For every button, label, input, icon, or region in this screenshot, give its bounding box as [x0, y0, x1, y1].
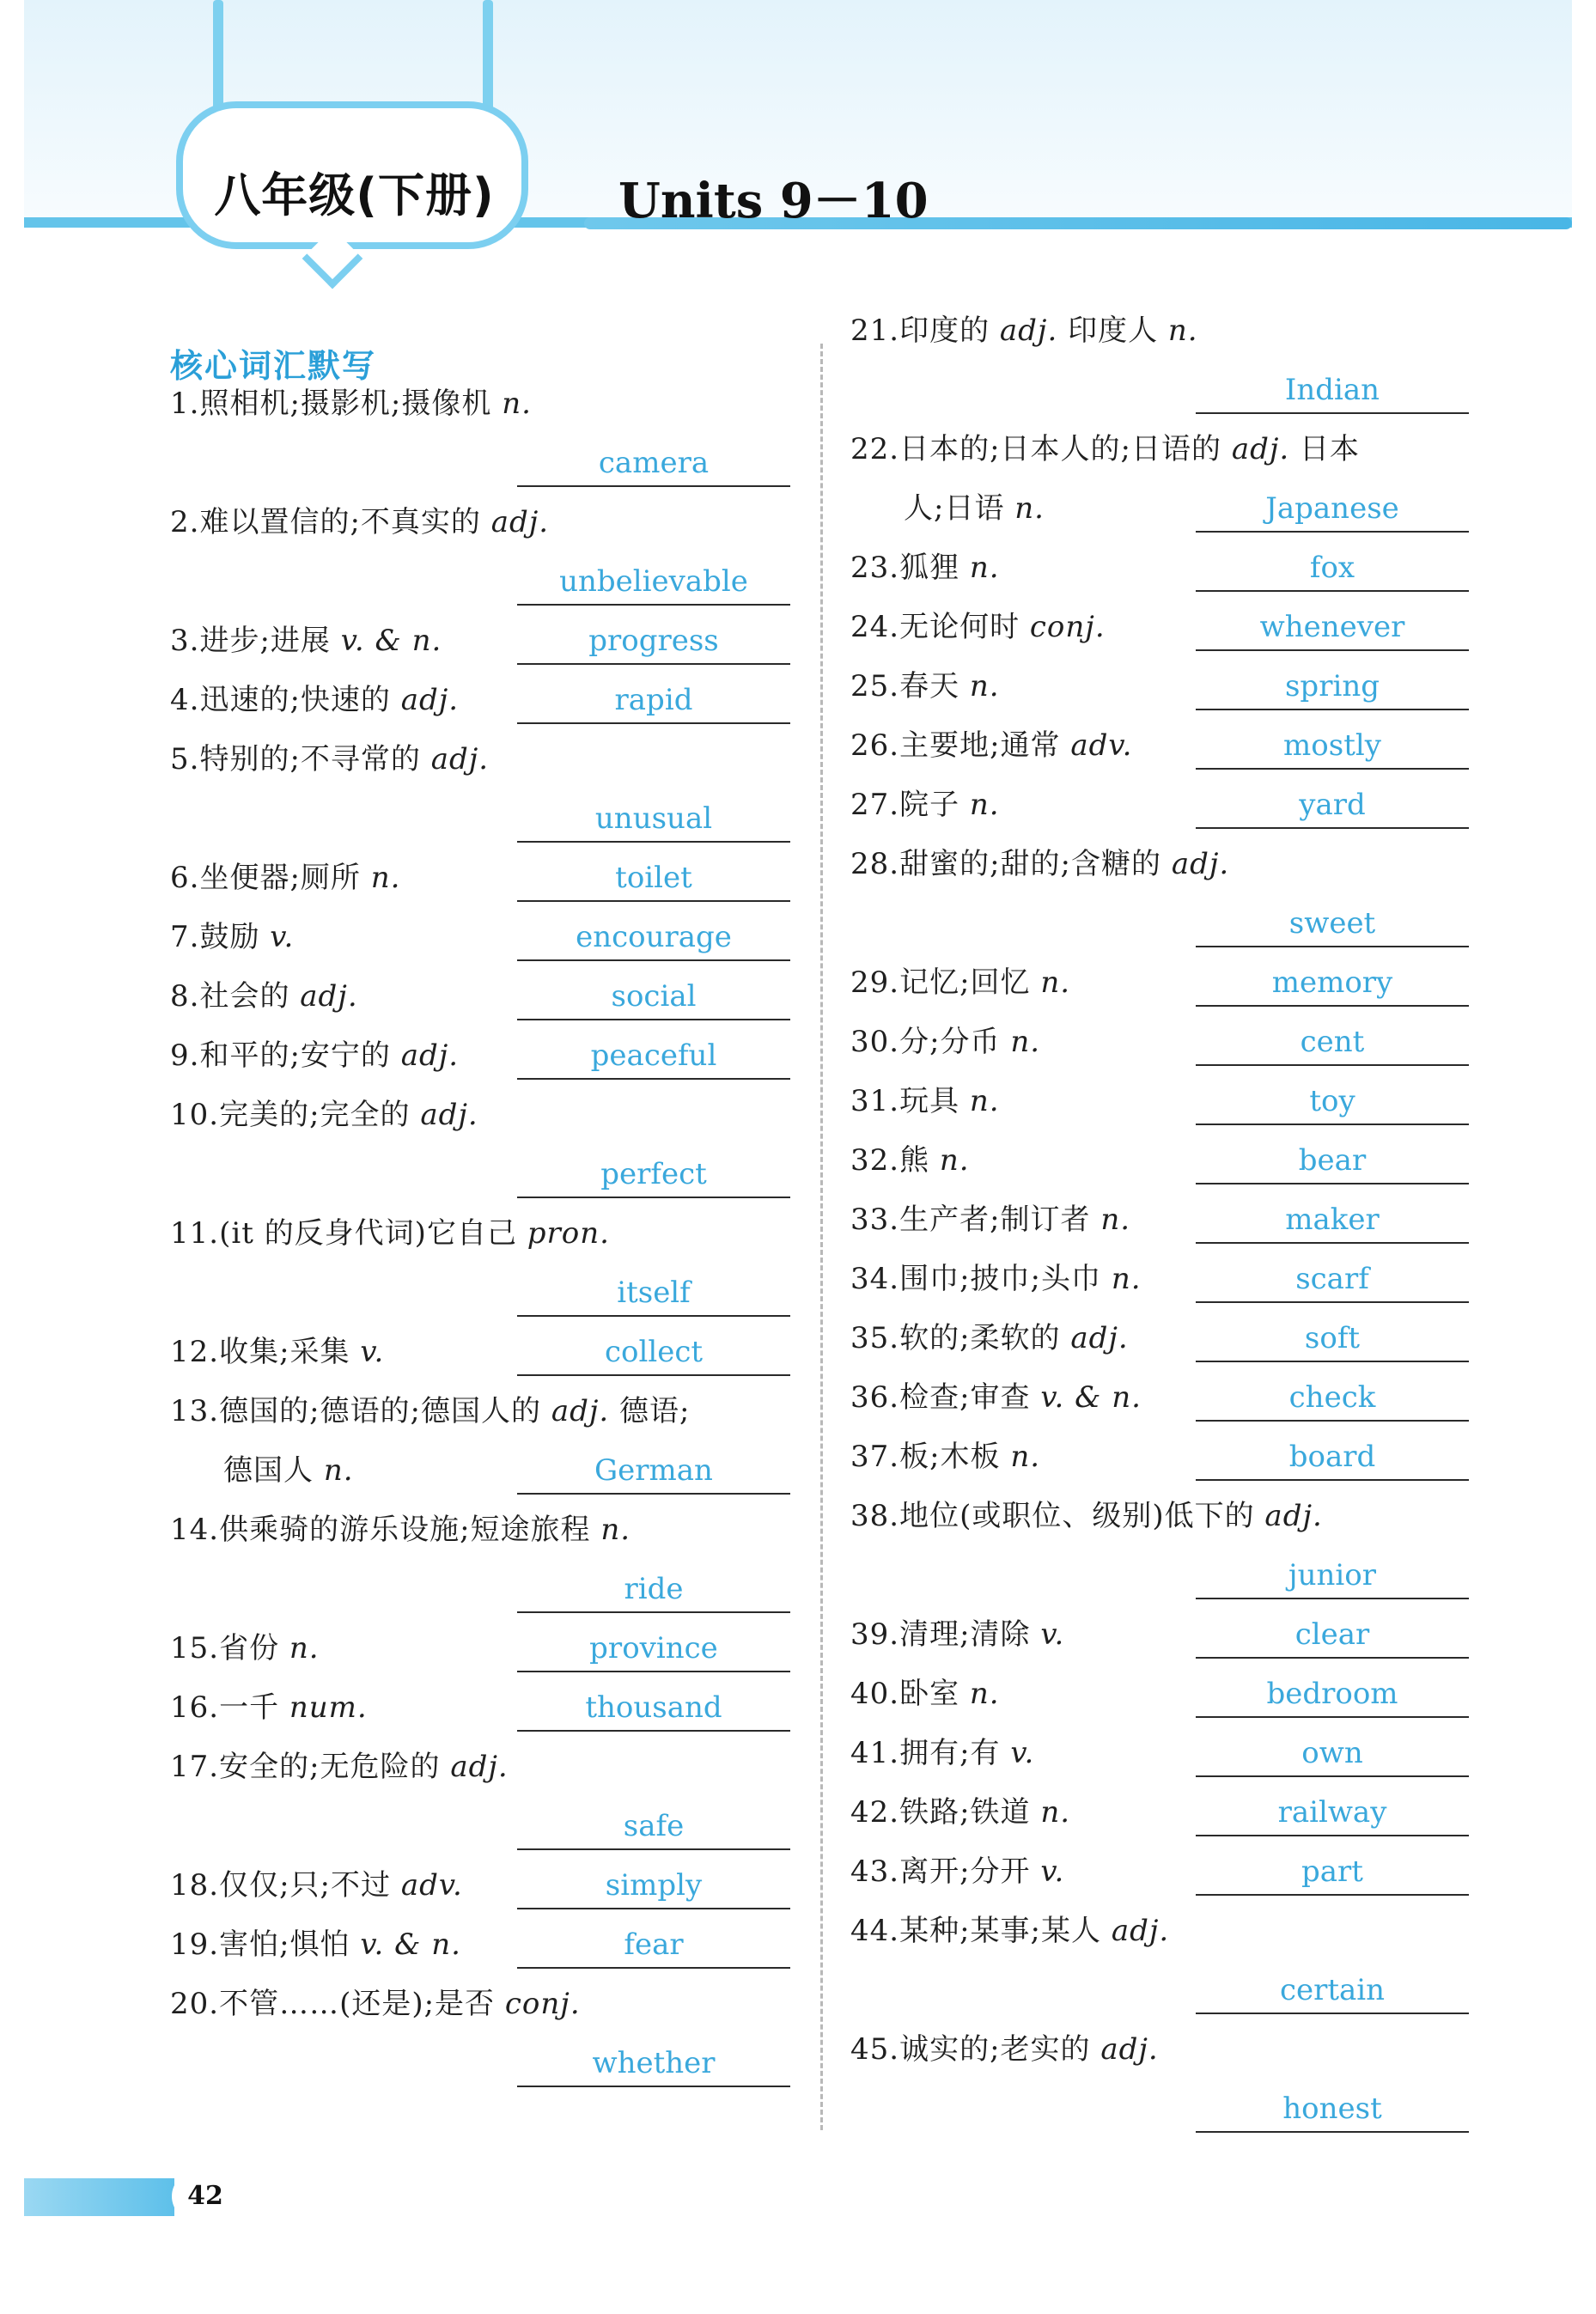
item-number: 40.: [850, 1677, 900, 1711]
section-title: 核心词汇默写: [170, 347, 377, 385]
item-number: 10.: [170, 1098, 220, 1132]
question-text: [850, 538, 1000, 598]
item-number: 33.: [850, 1203, 900, 1237]
item-number: 24.: [850, 610, 900, 644]
item-number: 13.: [170, 1394, 220, 1428]
question-text: [850, 1782, 1070, 1842]
part-of-speech: adj.: [400, 683, 460, 717]
item-meaning: 德国的;德语的;德国人的: [219, 1394, 541, 1428]
part-of-speech: adj.: [1264, 1499, 1323, 1533]
answer-blank[interactable]: peaceful: [517, 1033, 790, 1080]
part-of-speech: n.: [1040, 1795, 1071, 1830]
answer-blank[interactable]: board: [1196, 1434, 1469, 1481]
item-meaning-extra: 德语;: [619, 1394, 691, 1428]
question-text: [850, 1901, 1169, 1961]
question-text: [170, 374, 532, 434]
question-text: [850, 1249, 1142, 1309]
part-of-speech-extra: n.: [1167, 314, 1198, 348]
part-of-speech: n.: [289, 1631, 320, 1665]
item-meaning-line2: 人;日语: [904, 491, 1005, 526]
item-number: 42.: [850, 1795, 900, 1830]
footer-bar: [24, 2178, 174, 2216]
question-text: [850, 1130, 970, 1190]
question-text: [850, 1071, 1000, 1131]
item-number: 15.: [170, 1631, 220, 1665]
question-text: [850, 2019, 1159, 2080]
question-text-line2: [223, 1440, 354, 1501]
question-text: [170, 1678, 368, 1738]
item-number: 4.: [170, 683, 200, 717]
question-text: [170, 1381, 690, 1441]
answer-blank[interactable]: whenever: [1196, 605, 1469, 651]
item-meaning: 软的;柔软的: [899, 1321, 1061, 1355]
item-number: 6.: [170, 861, 200, 895]
question-text: [850, 656, 1000, 716]
item-meaning: 生产者;制订者: [899, 1203, 1091, 1237]
part-of-speech: n.: [370, 861, 401, 895]
item-number: 12.: [170, 1335, 220, 1369]
item-number: 25.: [850, 669, 900, 703]
question-text: [850, 419, 1360, 479]
item-number: 38.: [850, 1499, 900, 1533]
question-text: [850, 1427, 1040, 1487]
column-divider: [820, 344, 823, 2130]
item-number: 7.: [170, 920, 200, 954]
question-text: [850, 1367, 1142, 1428]
item-number: 35.: [850, 1321, 900, 1355]
answer-blank[interactable]: scarf: [1196, 1257, 1469, 1303]
part-of-speech: num.: [289, 1690, 368, 1725]
answer-blank[interactable]: ride: [517, 1567, 790, 1613]
answer-blank[interactable]: province: [517, 1626, 790, 1672]
part-of-speech: n.: [1040, 965, 1071, 1000]
grade-title: 八年级(下册): [214, 168, 495, 222]
part-of-speech: adj.: [1111, 1914, 1170, 1948]
item-meaning: 安全的;无危险的: [219, 1750, 441, 1784]
item-meaning: 供乘骑的游乐设施;短途旅程: [219, 1513, 591, 1547]
item-meaning: 春天: [899, 669, 960, 703]
item-number: 31.: [850, 1084, 900, 1118]
part-of-speech: n.: [969, 551, 1000, 585]
answer-blank[interactable]: perfect: [517, 1152, 790, 1198]
item-number: 8.: [170, 979, 200, 1014]
item-meaning-line2: 德国人: [223, 1453, 314, 1488]
answer-blank[interactable]: unbelievable: [517, 559, 790, 606]
item-meaning: 主要地;通常: [899, 728, 1061, 763]
part-of-speech: conj.: [504, 1987, 581, 2021]
part-of-speech: v.: [1010, 1736, 1035, 1770]
question-text: [170, 1915, 461, 1975]
answer-blank[interactable]: clear: [1196, 1612, 1469, 1659]
answer-blank[interactable]: fear: [517, 1922, 790, 1969]
question-text-line2: [904, 478, 1045, 539]
answer-blank[interactable]: junior: [1196, 1553, 1469, 1599]
item-number: 28.: [850, 847, 900, 881]
units-title: Units 9－10: [618, 173, 929, 229]
part-of-speech: adv.: [400, 1868, 463, 1903]
question-text: [850, 775, 1000, 835]
item-meaning: 卧室: [899, 1677, 960, 1711]
answer-blank[interactable]: bedroom: [1196, 1672, 1469, 1718]
item-meaning-extra: 印度人: [1068, 314, 1159, 348]
item-number: 32.: [850, 1143, 900, 1178]
item-number: 45.: [850, 2032, 900, 2067]
answer-blank[interactable]: toy: [1196, 1079, 1469, 1125]
question-text: [170, 492, 549, 552]
part-of-speech: n.: [600, 1513, 631, 1547]
part-of-speech-line2: n.: [323, 1453, 354, 1488]
question-text: [170, 729, 489, 789]
answer-blank[interactable]: unusual: [517, 796, 790, 843]
item-meaning: 狐狸: [899, 551, 960, 585]
item-meaning: 照相机;摄影机;摄像机: [199, 387, 492, 421]
part-of-speech: adv.: [1070, 728, 1133, 763]
item-meaning: 玩具: [899, 1084, 960, 1118]
item-meaning: 进步;进展: [199, 624, 331, 658]
item-meaning: 印度的: [899, 314, 990, 348]
item-number: 21.: [850, 314, 900, 348]
part-of-speech: adj.: [450, 1750, 509, 1784]
item-meaning: 日本的;日本人的;日语的: [899, 432, 1221, 466]
question-text: [170, 1974, 581, 2034]
item-meaning: 熊: [899, 1143, 930, 1178]
item-number: 34.: [850, 1262, 900, 1296]
question-text: [850, 834, 1229, 894]
item-meaning: (it 的反身代词)它自己: [219, 1216, 517, 1251]
item-meaning: 记忆;回忆: [899, 965, 1031, 1000]
item-meaning: 鼓励: [199, 920, 260, 954]
item-number: 43.: [850, 1854, 900, 1889]
part-of-speech: adj.: [1171, 847, 1230, 881]
item-meaning: 板;木板: [899, 1440, 1001, 1474]
answer-blank[interactable]: encourage: [517, 915, 790, 961]
item-meaning: 特别的;不寻常的: [199, 742, 421, 776]
question-text: [170, 1855, 463, 1915]
part-of-speech: adj.: [1231, 432, 1290, 466]
answer-blank[interactable]: camera: [517, 441, 790, 487]
item-meaning: 离开;分开: [899, 1854, 1031, 1889]
part-of-speech: adj.: [999, 314, 1058, 348]
answer-blank[interactable]: cent: [1196, 1020, 1469, 1066]
question-text: [850, 953, 1070, 1013]
answer-blank[interactable]: bear: [1196, 1138, 1469, 1184]
part-of-speech: adj.: [490, 505, 550, 539]
answer-blank[interactable]: rapid: [517, 678, 790, 724]
answer-blank[interactable]: yard: [1196, 782, 1469, 829]
item-number: 27.: [850, 788, 900, 822]
item-meaning: 不管……(还是);是否: [219, 1987, 496, 2021]
answer-blank[interactable]: maker: [1196, 1197, 1469, 1244]
part-of-speech: v. & n.: [360, 1927, 461, 1962]
item-number: 18.: [170, 1868, 220, 1903]
page-number: 42: [172, 2171, 239, 2221]
item-number: 41.: [850, 1736, 900, 1770]
part-of-speech: conj.: [1029, 610, 1106, 644]
item-meaning: 清理;清除: [899, 1617, 1031, 1652]
item-meaning: 分;分币: [899, 1025, 1001, 1059]
part-of-speech: n.: [1010, 1440, 1041, 1474]
answer-blank[interactable]: whether: [517, 2041, 790, 2087]
item-number: 19.: [170, 1927, 220, 1962]
part-of-speech: adj.: [300, 979, 358, 1014]
answer-blank[interactable]: railway: [1196, 1790, 1469, 1836]
item-number: 26.: [850, 728, 900, 763]
item-number: 11.: [170, 1216, 220, 1251]
answer-blank[interactable]: certain: [1196, 1968, 1469, 2014]
part-of-speech: n.: [969, 1084, 1000, 1118]
question-text: [170, 1737, 509, 1797]
question-text: [170, 1322, 384, 1382]
item-meaning: 仅仅;只;不过: [219, 1868, 391, 1903]
question-text: [850, 716, 1132, 776]
question-text: [850, 1308, 1129, 1368]
item-meaning: 围巾;披巾;头巾: [899, 1262, 1101, 1296]
answer-blank[interactable]: safe: [517, 1804, 790, 1850]
item-number: 3.: [170, 624, 200, 658]
item-number: 30.: [850, 1025, 900, 1059]
answer-blank[interactable]: Indian: [1196, 368, 1469, 414]
part-of-speech-line2: n.: [1014, 491, 1045, 526]
item-meaning: 诚实的;老实的: [899, 2032, 1091, 2067]
part-of-speech: adj.: [420, 1098, 478, 1132]
part-of-speech: adj.: [1070, 1321, 1129, 1355]
item-meaning: 甜蜜的;甜的;含糖的: [899, 847, 1161, 881]
item-number: 5.: [170, 742, 200, 776]
part-of-speech: v.: [270, 920, 295, 954]
part-of-speech: v.: [360, 1335, 385, 1369]
question-text: [850, 1605, 1064, 1665]
answer-blank[interactable]: progress: [517, 618, 790, 665]
question-text: [170, 907, 294, 967]
answer-blank[interactable]: itself: [517, 1270, 790, 1317]
part-of-speech: v.: [1040, 1617, 1065, 1652]
item-meaning: 坐便器;厕所: [199, 861, 361, 895]
answer-blank[interactable]: thousand: [517, 1685, 790, 1732]
question-text: [850, 597, 1106, 657]
item-meaning: 无论何时: [899, 610, 1020, 644]
item-number: 29.: [850, 965, 900, 1000]
answer-blank[interactable]: simply: [517, 1863, 790, 1909]
part-of-speech: adj.: [1100, 2032, 1159, 2067]
item-number: 16.: [170, 1690, 220, 1725]
question-text: [170, 1085, 478, 1145]
part-of-speech: n.: [969, 669, 1000, 703]
answer-blank[interactable]: memory: [1196, 960, 1469, 1007]
item-number: 44.: [850, 1914, 900, 1948]
item-meaning: 害怕;惧怕: [219, 1927, 350, 1962]
part-of-speech: n.: [969, 1677, 1000, 1711]
item-meaning: 难以置信的;不真实的: [199, 505, 481, 539]
item-meaning: 院子: [899, 788, 960, 822]
part-of-speech: n.: [1100, 1203, 1131, 1237]
part-of-speech: n.: [1111, 1262, 1142, 1296]
part-of-speech: n.: [1010, 1025, 1041, 1059]
part-of-speech: v.: [1040, 1854, 1065, 1889]
question-text: [170, 848, 400, 908]
question-text: [170, 1618, 320, 1678]
answer-blank[interactable]: honest: [1196, 2086, 1469, 2133]
item-number: 36.: [850, 1380, 900, 1415]
item-number: 39.: [850, 1617, 900, 1652]
item-meaning: 某种;某事;某人: [899, 1914, 1101, 1948]
item-meaning: 和平的;安宁的: [199, 1038, 391, 1073]
part-of-speech: n.: [939, 1143, 970, 1178]
item-number: 37.: [850, 1440, 900, 1474]
item-meaning: 社会的: [199, 979, 290, 1014]
question-text: [170, 966, 358, 1026]
part-of-speech: n.: [502, 387, 532, 421]
answer-blank[interactable]: social: [517, 974, 790, 1020]
answer-blank[interactable]: fox: [1196, 545, 1469, 592]
item-meaning: 省份: [219, 1631, 280, 1665]
item-meaning: 一千: [219, 1690, 280, 1725]
item-meaning: 完美的;完全的: [219, 1098, 411, 1132]
item-number: 2.: [170, 505, 200, 539]
question-text: [170, 1026, 459, 1086]
item-number: 22.: [850, 432, 900, 466]
part-of-speech: adj.: [400, 1038, 460, 1073]
answer-blank[interactable]: spring: [1196, 664, 1469, 710]
question-text: [170, 670, 459, 730]
question-text: [850, 1664, 1000, 1724]
part-of-speech: adj.: [430, 742, 490, 776]
item-meaning: 地位(或职位、级别)低下的: [899, 1499, 1255, 1533]
question-text: [850, 1486, 1323, 1546]
question-text: [850, 1012, 1040, 1072]
answer-blank[interactable]: sweet: [1196, 901, 1469, 947]
item-number: 14.: [170, 1513, 220, 1547]
item-meaning: 收集;采集: [219, 1335, 350, 1369]
question-text: [850, 1190, 1130, 1250]
answer-blank[interactable]: Japanese: [1196, 486, 1469, 533]
part-of-speech: n.: [969, 788, 1000, 822]
question-text: [850, 1723, 1034, 1783]
answer-blank[interactable]: check: [1196, 1375, 1469, 1422]
question-text: [850, 1842, 1064, 1902]
answer-blank[interactable]: German: [517, 1448, 790, 1495]
answer-blank[interactable]: part: [1196, 1849, 1469, 1896]
part-of-speech: v. & n.: [1040, 1380, 1142, 1415]
item-number: 17.: [170, 1750, 220, 1784]
item-meaning: 拥有;有: [899, 1736, 1001, 1770]
item-number: 1.: [170, 387, 200, 421]
item-meaning: 迅速的;快速的: [199, 683, 391, 717]
item-meaning: 铁路;铁道: [899, 1795, 1031, 1830]
answer-blank[interactable]: soft: [1196, 1316, 1469, 1362]
answer-blank[interactable]: mostly: [1196, 723, 1469, 770]
answer-blank[interactable]: own: [1196, 1731, 1469, 1777]
part-of-speech: pron.: [527, 1216, 610, 1251]
question-text: [170, 1500, 630, 1560]
item-number: 23.: [850, 551, 900, 585]
part-of-speech: adj.: [551, 1394, 610, 1428]
question-text: [170, 1203, 610, 1264]
answer-blank[interactable]: toilet: [517, 856, 790, 902]
item-meaning: 检查;审查: [899, 1380, 1031, 1415]
question-text: [170, 611, 442, 671]
item-number: 9.: [170, 1038, 200, 1073]
answer-blank[interactable]: collect: [517, 1330, 790, 1376]
part-of-speech: v. & n.: [340, 624, 442, 658]
question-text: [850, 301, 1198, 361]
item-meaning-extra: 日本: [1300, 432, 1361, 466]
item-number: 20.: [170, 1987, 220, 2021]
